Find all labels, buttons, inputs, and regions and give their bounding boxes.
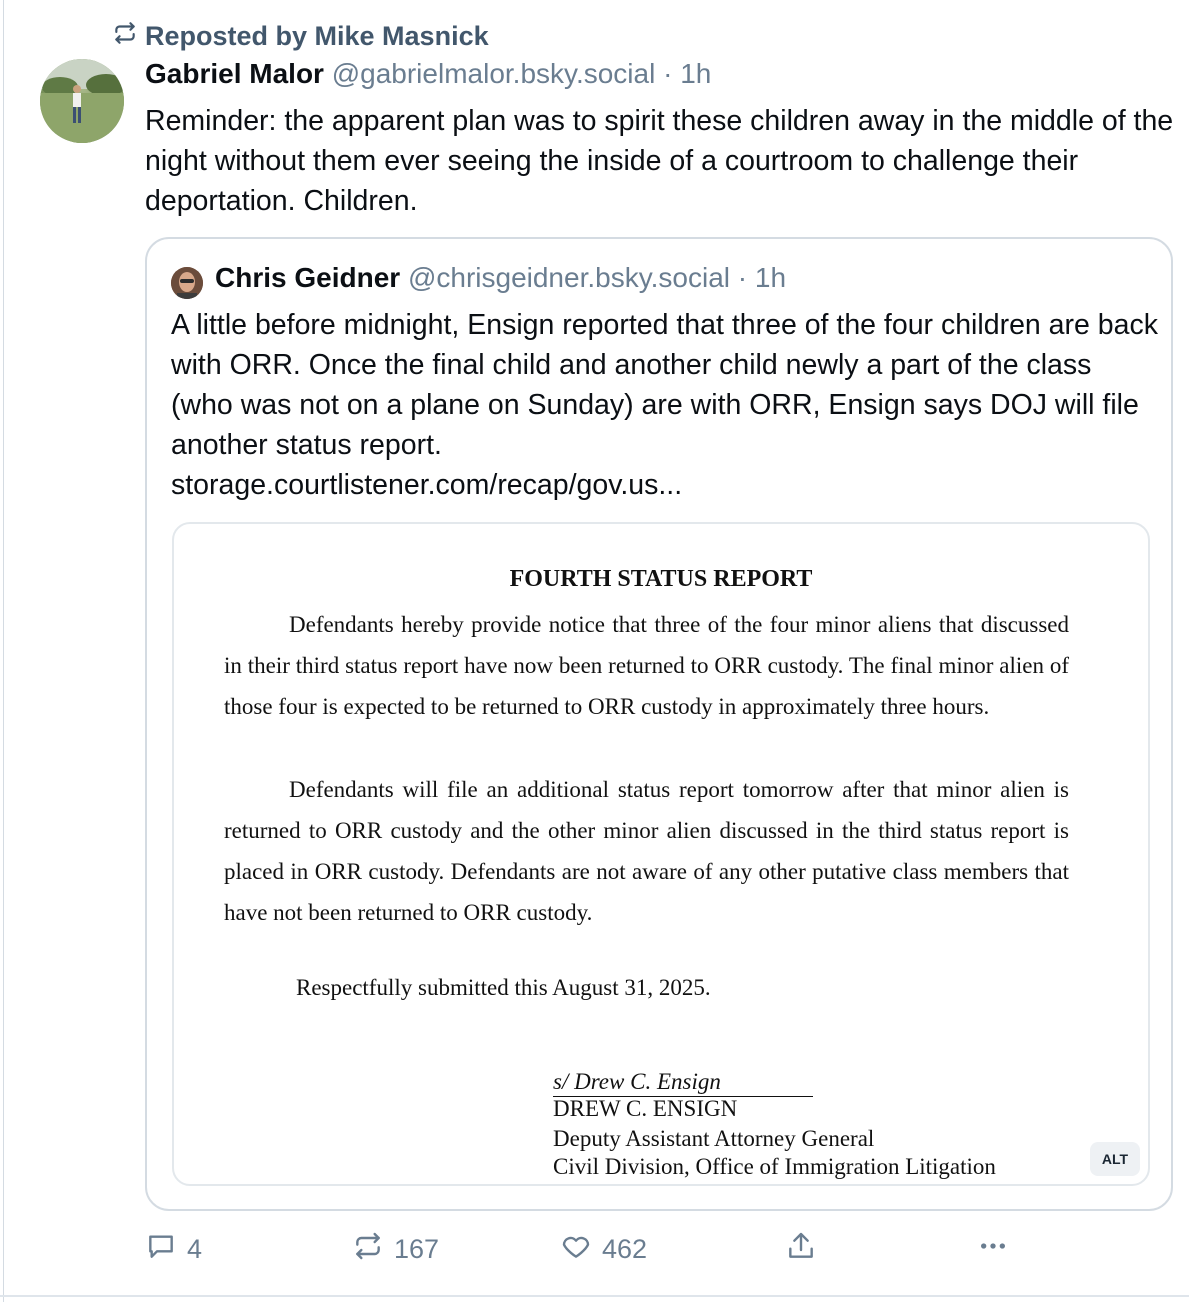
document-paragraph-2: Defendants will file an additional status report tomorrow after that minor alien is returned to ORR custody and the other minor alien discussed in the third status report is placed in ORR custody. Defendants are not aware of any other putative class members that have not been returned to ORR custody. xyxy=(224,777,1069,925)
reply-count: 4 xyxy=(187,1234,203,1264)
share-icon xyxy=(785,1230,817,1269)
feed-left-border xyxy=(3,0,4,1302)
post-time[interactable]: · 1h xyxy=(663,58,712,89)
author-handle[interactable]: @gabrielmalor.bsky.social xyxy=(331,58,656,89)
repost-count: 167 xyxy=(394,1234,440,1264)
quote-link[interactable]: storage.courtlistener.com/recap/gov.us... xyxy=(171,469,683,501)
reply-icon xyxy=(145,1230,177,1269)
alt-text-badge[interactable]: ALT xyxy=(1090,1142,1140,1176)
post-actions xyxy=(0,1230,1189,1274)
repost-button[interactable] xyxy=(352,1230,439,1269)
like-count: 462 xyxy=(602,1234,648,1264)
repost-indicator[interactable] xyxy=(112,20,489,53)
quoted-post[interactable] xyxy=(145,237,1173,1211)
quote-avatar[interactable] xyxy=(171,267,203,299)
document-paragraph-1: Defendants hereby provide notice that three of the four minor aliens that discussed in their third status report have now been returned to ORR custody. The final minor alien of those four is expected to be returned to ORR custody in approximately three hours. xyxy=(224,612,1069,719)
more-icon xyxy=(977,1230,1009,1269)
author-name[interactable]: Gabriel Malor xyxy=(145,58,324,89)
quote-body: A little before midnight, Ensign reported that three of the four children are back with ORR. Once the final child and another child newly a part of the class (who was not on a plane on Sunday) are with ORR, Ensign says DOJ will file another status report. xyxy=(171,309,1158,461)
repost-icon xyxy=(112,20,138,53)
document-signer-division: Civil Division, Office of Immigration Litigation xyxy=(553,1154,996,1179)
quote-author-name[interactable]: Chris Geidner xyxy=(215,262,401,293)
avatar-image xyxy=(40,59,124,143)
heart-icon xyxy=(560,1230,592,1269)
quote-avatar-image xyxy=(171,267,203,299)
repost-action-icon xyxy=(352,1230,384,1269)
document-submitted-line: Respectfully submitted this August 31, 2025. xyxy=(296,975,711,1000)
document-title: FOURTH STATUS REPORT xyxy=(509,566,813,592)
post-text: Reminder: the apparent plan was to spirit these children away in the middle of the night without them ever seeing the inside of a courtroom to challenge their deportation. Children. xyxy=(145,105,1174,217)
document-signature: s/ Drew C. Ensign xyxy=(553,1068,813,1097)
quote-time[interactable]: · 1h xyxy=(737,262,787,293)
avatar[interactable] xyxy=(40,59,124,143)
repost-label: Reposted by Mike Masnick xyxy=(145,21,489,51)
quote-header xyxy=(215,262,786,294)
document-image[interactable] xyxy=(172,522,1150,1186)
document-signer-title: Deputy Assistant Attorney General xyxy=(553,1126,875,1151)
post-header xyxy=(145,58,711,90)
reply-button[interactable] xyxy=(145,1230,202,1269)
share-button[interactable] xyxy=(785,1230,817,1269)
document-signer-name: DREW C. ENSIGN xyxy=(553,1096,738,1121)
like-button[interactable] xyxy=(560,1230,647,1269)
quote-text xyxy=(171,305,1161,505)
quote-author-handle[interactable]: @chrisgeidner.bsky.social xyxy=(407,262,730,293)
post-divider xyxy=(0,1295,1189,1297)
more-options-button[interactable] xyxy=(977,1230,1009,1269)
